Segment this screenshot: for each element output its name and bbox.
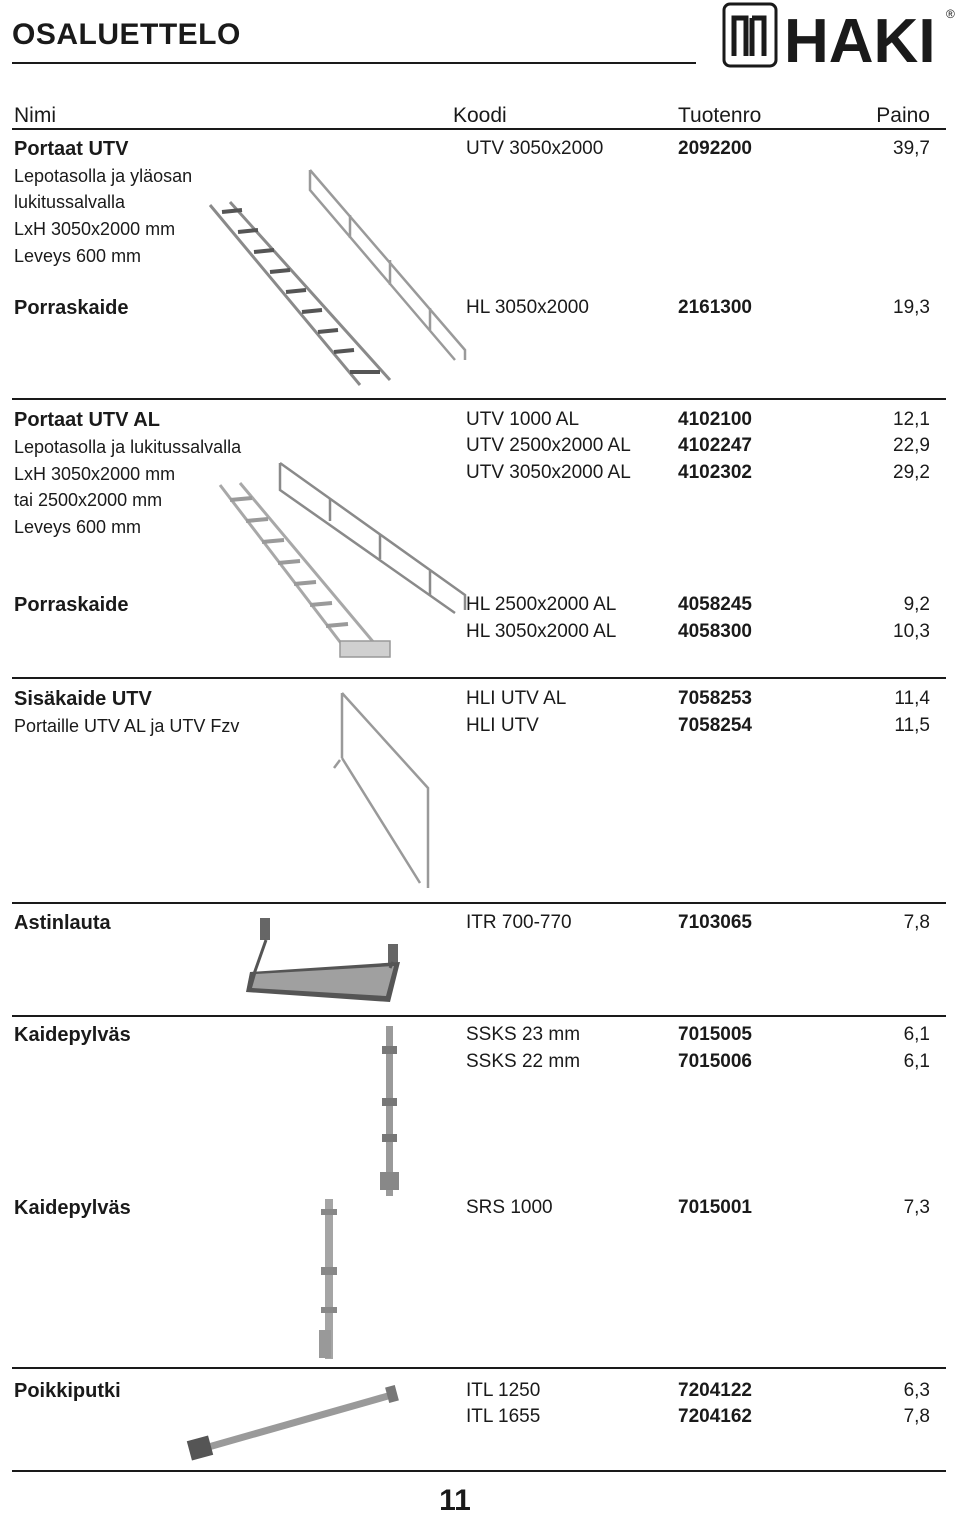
item-desc-line: LxH 3050x2000 mm <box>14 219 176 239</box>
railing-post-srs-illustration <box>310 1195 350 1365</box>
section-divider <box>12 1015 946 1017</box>
item-name: Porraskaide <box>14 297 129 319</box>
item-code: UTV 1000 AL <box>466 409 580 430</box>
item-product-no: 2092200 <box>678 138 752 159</box>
item-code: SSKS 22 mm <box>466 1051 581 1072</box>
col-header-code: Koodi <box>453 104 507 127</box>
item-product-no: 7015005 <box>678 1024 752 1045</box>
item-desc-line: tai 2500x2000 mm <box>14 490 163 510</box>
col-header-name: Nimi <box>14 104 56 127</box>
stair-utv-al-illustration <box>200 455 470 670</box>
item-weight: 7,8 <box>903 912 930 933</box>
item-code: HL 3050x2000 AL <box>466 621 617 642</box>
item-code: HL 2500x2000 AL <box>466 594 617 615</box>
item-code: UTV 3050x2000 AL <box>466 462 631 483</box>
item-product-no: 7058254 <box>678 715 752 736</box>
cross-tube-illustration <box>185 1380 415 1465</box>
item-name: Portaat UTV <box>14 138 129 160</box>
item-product-no: 7015001 <box>678 1197 752 1218</box>
brand-text: HAKI <box>784 7 936 68</box>
page-number: 11 <box>439 1484 471 1517</box>
item-code: ITL 1655 <box>466 1406 541 1427</box>
item-product-no: 7204162 <box>678 1406 752 1427</box>
item-code: HL 3050x2000 <box>466 297 589 318</box>
item-code: ITL 1250 <box>466 1380 541 1401</box>
item-name: Sisäkaide UTV <box>14 688 152 710</box>
item-weight: 7,3 <box>903 1197 930 1218</box>
item-weight: 12,1 <box>893 409 930 430</box>
item-weight: 29,2 <box>893 462 930 483</box>
item-desc-line: Portaille UTV AL ja UTV Fzv <box>14 716 240 736</box>
item-name: Kaidepylväs <box>14 1024 131 1046</box>
item-weight: 11,4 <box>894 688 930 709</box>
item-product-no: 4102100 <box>678 409 752 430</box>
item-product-no: 7015006 <box>678 1051 752 1072</box>
item-weight: 11,5 <box>894 715 930 736</box>
svg-text:®: ® <box>946 7 955 21</box>
item-desc-line: Leveys 600 mm <box>14 246 142 266</box>
item-code: UTV 2500x2000 AL <box>466 435 631 456</box>
item-product-no: 4102302 <box>678 462 752 483</box>
section-divider <box>12 902 946 904</box>
item-weight: 19,3 <box>893 297 930 318</box>
item-desc-line: LxH 3050x2000 mm <box>14 464 176 484</box>
item-code: SSKS 23 mm <box>466 1024 581 1045</box>
stair-utv-illustration <box>200 160 480 395</box>
item-code: UTV 3050x2000 <box>466 138 604 159</box>
item-name: Astinlauta <box>14 912 111 934</box>
col-header-product-no: Tuotenro <box>678 104 762 127</box>
railing-post-ssks-illustration <box>370 1022 410 1202</box>
item-weight: 6,3 <box>903 1380 930 1401</box>
item-product-no: 2161300 <box>678 297 752 318</box>
item-desc-line: lukitussalvalla <box>14 192 126 212</box>
item-weight: 6,1 <box>903 1051 930 1072</box>
item-code: HLI UTV <box>466 715 539 736</box>
item-weight: 9,2 <box>903 594 930 615</box>
item-code: ITR 700-770 <box>466 912 572 933</box>
section-divider <box>12 1367 946 1369</box>
item-desc-line: Lepotasolla ja yläosan <box>14 166 193 186</box>
item-desc-line: Leveys 600 mm <box>14 517 142 537</box>
item-product-no: 7204122 <box>678 1380 752 1401</box>
item-code: HLI UTV AL <box>466 688 567 709</box>
section-divider <box>12 398 946 400</box>
col-header-weight: Paino <box>876 104 930 127</box>
item-name: Portaat UTV AL <box>14 409 160 431</box>
item-name: Poikkiputki <box>14 1380 121 1402</box>
item-weight: 7,8 <box>903 1406 930 1427</box>
item-weight: 6,1 <box>903 1024 930 1045</box>
item-name: Kaidepylväs <box>14 1197 131 1219</box>
header-rule <box>12 128 946 130</box>
item-product-no: 7103065 <box>678 912 752 933</box>
item-product-no: 7058253 <box>678 688 752 709</box>
item-product-no: 4102247 <box>678 435 752 456</box>
item-product-no: 4058245 <box>678 594 752 615</box>
haki-logo <box>722 2 958 68</box>
page-title: OSALUETTELO <box>12 18 241 51</box>
item-name: Porraskaide <box>14 594 129 616</box>
item-weight: 39,7 <box>893 138 930 159</box>
footer-rule <box>12 1470 946 1472</box>
item-weight: 10,3 <box>893 621 930 642</box>
item-code: SRS 1000 <box>466 1197 553 1218</box>
item-weight: 22,9 <box>893 435 930 456</box>
title-rule <box>12 62 696 64</box>
item-desc-line: Lepotasolla ja lukitussalvalla <box>14 437 242 457</box>
section-divider <box>12 677 946 679</box>
inner-rail-illustration <box>330 688 440 898</box>
step-board-illustration <box>240 912 410 1012</box>
item-product-no: 4058300 <box>678 621 752 642</box>
